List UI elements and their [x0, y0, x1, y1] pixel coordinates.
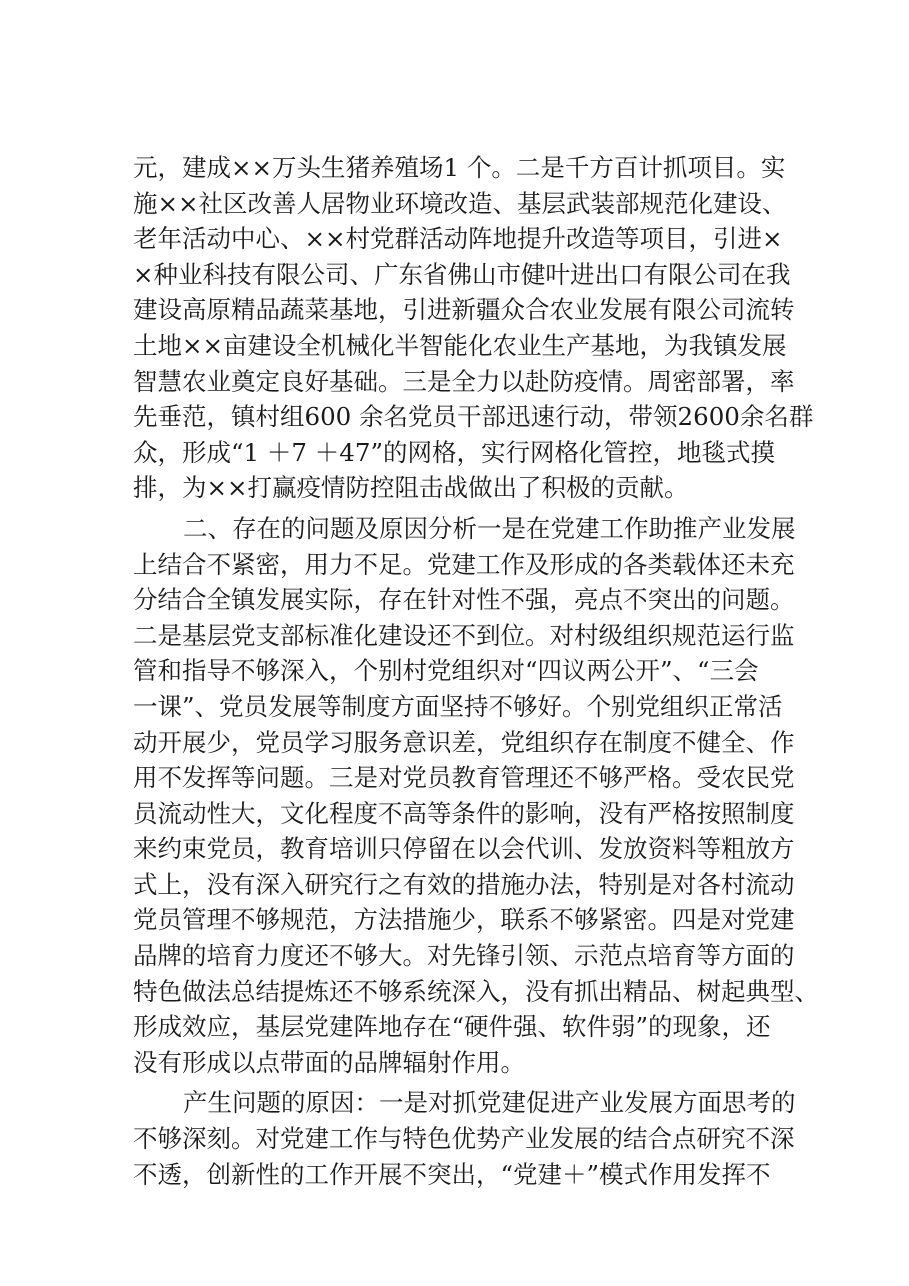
paragraph-2 [133, 511, 833, 1081]
text-line: 管和指导不够深入，个别村党组织对“四议两公开”、“三会 [133, 656, 759, 686]
text-line: 式上，没有深入研究行之有效的措施办法，特别是对各村流动 [133, 869, 795, 899]
text-line: 二、存在的问题及原因分析一是在党建工作助推产业发展 [183, 513, 796, 543]
text-line: 不够深刻。对党建工作与特色优势产业发展的结合点研究不深 [133, 1124, 795, 1154]
paragraph-1 [133, 150, 833, 506]
text-line: 产生问题的原因：一是对抓党建促进产业发展方面思考的 [183, 1088, 796, 1118]
text-line: 来约束党员，教育培训只停留在以会代训、发放资料等粗放方 [133, 834, 795, 864]
text-line: 形成效应，基层党建阵地存在“硬件强、软件弱”的现象，还 [133, 1012, 771, 1042]
text-line: 元，建成××万头生猪养殖场1 个。二是千方百计抓项目。实 [133, 153, 786, 182]
text-line: 不透，创新性的工作开展不突出，“党建＋”模式作用发挥不 [133, 1159, 771, 1189]
document-body [133, 150, 833, 1192]
text-line: 动开展少，党员学习服务意识差，党组织存在制度不健全、作 [133, 727, 795, 757]
text-line: 一课”、党员发展等制度方面坚持不够好。个别党组织正常活 [133, 691, 783, 721]
text-line: 品牌的培育力度还不够大。对先锋引领、示范点培育等方面的 [133, 941, 795, 971]
text-line: 土地××亩建设全机械化半智能化农业生产基地，为我镇发展 [133, 330, 787, 360]
text-line: 没有形成以点带面的品牌辐射作用。 [133, 1047, 525, 1077]
text-line: 智慧农业奠定良好基础。三是全力以赴防疫情。周密部署，率 [133, 366, 795, 396]
text-line: 上结合不紧密，用力不足。党建工作及形成的各类载体还未充 [133, 549, 795, 579]
paragraph-3 [133, 1085, 833, 1192]
text-line: 施××社区改善人居物业环境改造、基层武装部规范化建设、 [133, 188, 787, 218]
text-line: 二是基层党支部标准化建设还不到位。对村级组织规范运行监 [133, 620, 795, 650]
text-line: ×种业科技有限公司、广东省佛山市健叶进出口有限公司在我 [133, 259, 791, 289]
text-line: 员流动性大，文化程度不高等条件的影响，没有严格按照制度 [133, 798, 795, 828]
text-line: 建设高原精品蔬菜基地，引进新疆众合农业发展有限公司流转 [133, 295, 795, 325]
text-line: 老年活动中心、××村党群活动阵地提升改造等项目，引进× [133, 224, 783, 254]
text-line: 特色做法总结提炼还不够系统深入，没有抓出精品、树起典型、 [133, 976, 819, 1006]
text-line: 先垂范，镇村组600 余名党员干部迅速行动，带领2600余名群 [133, 402, 814, 432]
text-line: 众，形成“1 ＋7 ＋47”的网格，实行网格化管控，地毯式摸 [133, 437, 775, 467]
text-line: 分结合全镇发展实际，存在针对性不强，亮点不突出的问题。 [133, 585, 795, 615]
text-line: 排，为××打赢疫情防控阻击战做出了积极的贡献。 [133, 473, 689, 503]
text-line: 用不发挥等问题。三是对党员教育管理还不够严格。受农民党 [133, 763, 795, 793]
text-line: 党员管理不够规范，方法措施少，联系不够紧密。四是对党建 [133, 905, 795, 935]
